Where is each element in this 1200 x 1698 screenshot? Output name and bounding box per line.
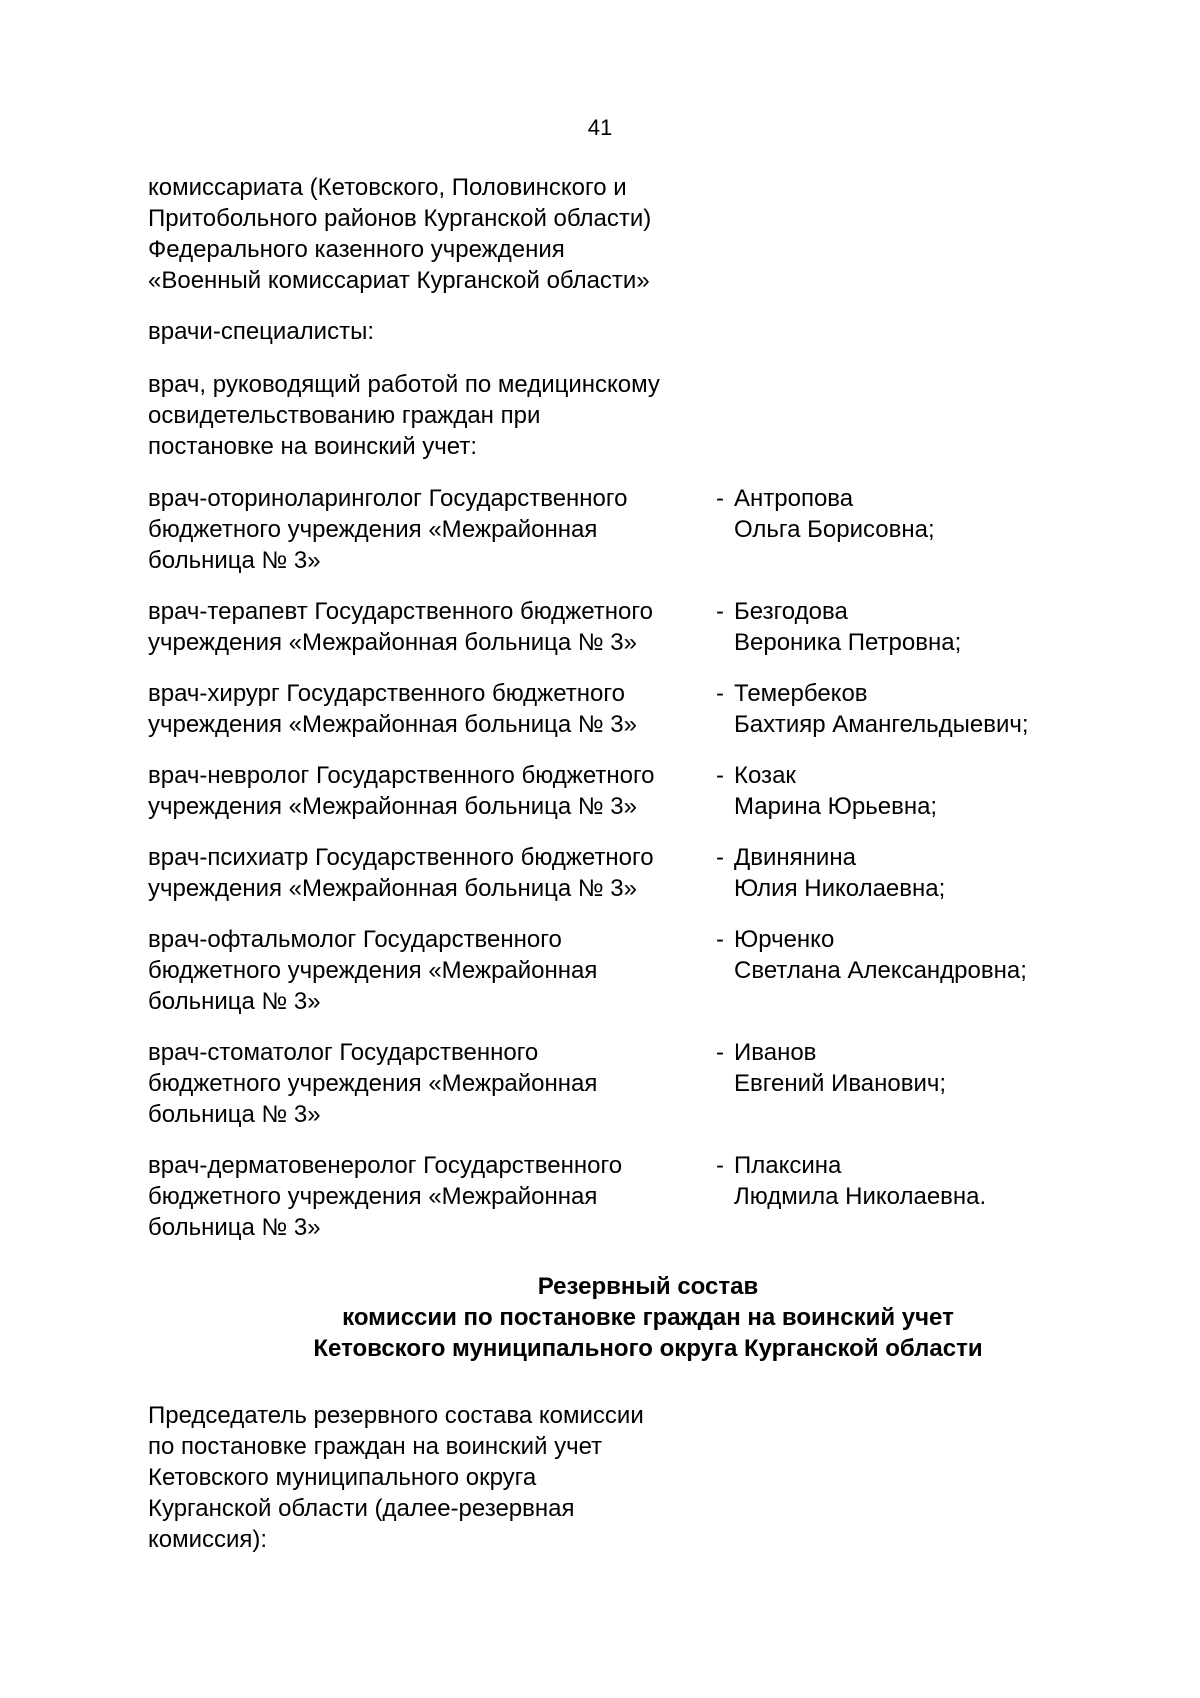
specialist-name: Юрченко Светлана Александровна;	[734, 926, 1027, 984]
specialist-name: Антропова Ольга Борисовна;	[734, 485, 935, 543]
specialist-entry	[148, 678, 1068, 740]
intro-paragraph: комиссариата (Кетовского, Половинского и Притобольного районов Курганской области) Федерального казенного учреждения «Военный комиссариат Курганской области»	[148, 174, 652, 294]
lead-doctor-paragraph: врач, руководящий работой по медицинскому освидетельствованию граждан при постановке на воинский учет:	[148, 371, 660, 460]
entry-dash: -	[716, 680, 724, 707]
specialist-person	[716, 924, 1027, 1017]
chairman-paragraph: Председатель резервного состава комиссии по постановке граждан на воинский учет Кетовского муниципального округа Курганской области (далее-резервная комиссия):	[148, 1402, 644, 1553]
specialist-role: врач-невролог Государственного бюджетного учреждения «Межрайонная больница № 3»	[148, 762, 655, 820]
specialist-person	[716, 1037, 946, 1130]
page-content	[148, 172, 1068, 1555]
specialist-role: врач-терапевт Государственного бюджетного учреждения «Межрайонная больница № 3»	[148, 598, 653, 656]
specialist-name: Плаксина Людмила Николаевна.	[734, 1152, 987, 1210]
specialist-role: врач-хирург Государственного бюджетного учреждения «Межрайонная больница № 3»	[148, 680, 637, 738]
specialists-label: врачи-специалисты:	[148, 318, 374, 345]
specialist-role: врач-оториноларинголог Государственного бюджетного учреждения «Межрайонная больница № 3»	[148, 485, 628, 574]
specialist-name: Темербеков Бахтияр Амангельдыевич;	[734, 680, 1029, 738]
reserve-heading-line-3: Кетовского муниципального округа Курганской области	[313, 1335, 983, 1362]
specialist-name: Иванов Евгений Иванович;	[734, 1039, 947, 1097]
entry-dash: -	[716, 1152, 724, 1179]
entry-dash: -	[716, 485, 724, 512]
specialist-person	[716, 596, 961, 658]
entry-dash: -	[716, 1039, 724, 1066]
page-number: 41	[587, 115, 613, 140]
entry-dash: -	[716, 762, 724, 789]
specialist-person	[716, 678, 1029, 740]
entry-dash: -	[716, 926, 724, 953]
specialist-entry	[148, 842, 1068, 904]
specialists-list	[148, 483, 1068, 1243]
specialist-entry	[148, 924, 1068, 1017]
entry-dash: -	[716, 844, 724, 871]
specialist-entry	[148, 1037, 1068, 1130]
specialist-name: Козак Марина Юрьевна;	[734, 762, 938, 820]
specialist-person	[716, 483, 935, 576]
specialist-role: врач-психиатр Государственного бюджетного учреждения «Межрайонная больница № 3»	[148, 844, 654, 902]
specialist-name: Безгодова Вероника Петровна;	[734, 598, 962, 656]
specialist-entry	[148, 483, 1068, 576]
specialist-name: Двинянина Юлия Николаевна;	[734, 844, 946, 902]
specialist-role: врач-стоматолог Государственного бюджетного учреждения «Межрайонная больница № 3»	[148, 1039, 598, 1128]
specialist-person	[716, 1150, 986, 1243]
reserve-heading-line-1: Резервный состав	[537, 1273, 759, 1300]
specialist-role: врач-дерматовенеролог Государственного бюджетного учреждения «Межрайонная больница № 3»	[148, 1152, 623, 1241]
specialist-person	[716, 842, 945, 904]
reserve-heading-line-2: комиссии по постановке граждан на воинский учет	[342, 1304, 954, 1331]
specialist-person	[716, 760, 937, 822]
specialist-entry	[148, 596, 1068, 658]
specialist-entry	[148, 760, 1068, 822]
specialist-entry	[148, 1150, 1068, 1243]
specialist-role: врач-офтальмолог Государственного бюджетного учреждения «Межрайонная больница № 3»	[148, 926, 598, 1015]
reserve-heading	[288, 1271, 1008, 1364]
entry-dash: -	[716, 598, 724, 625]
